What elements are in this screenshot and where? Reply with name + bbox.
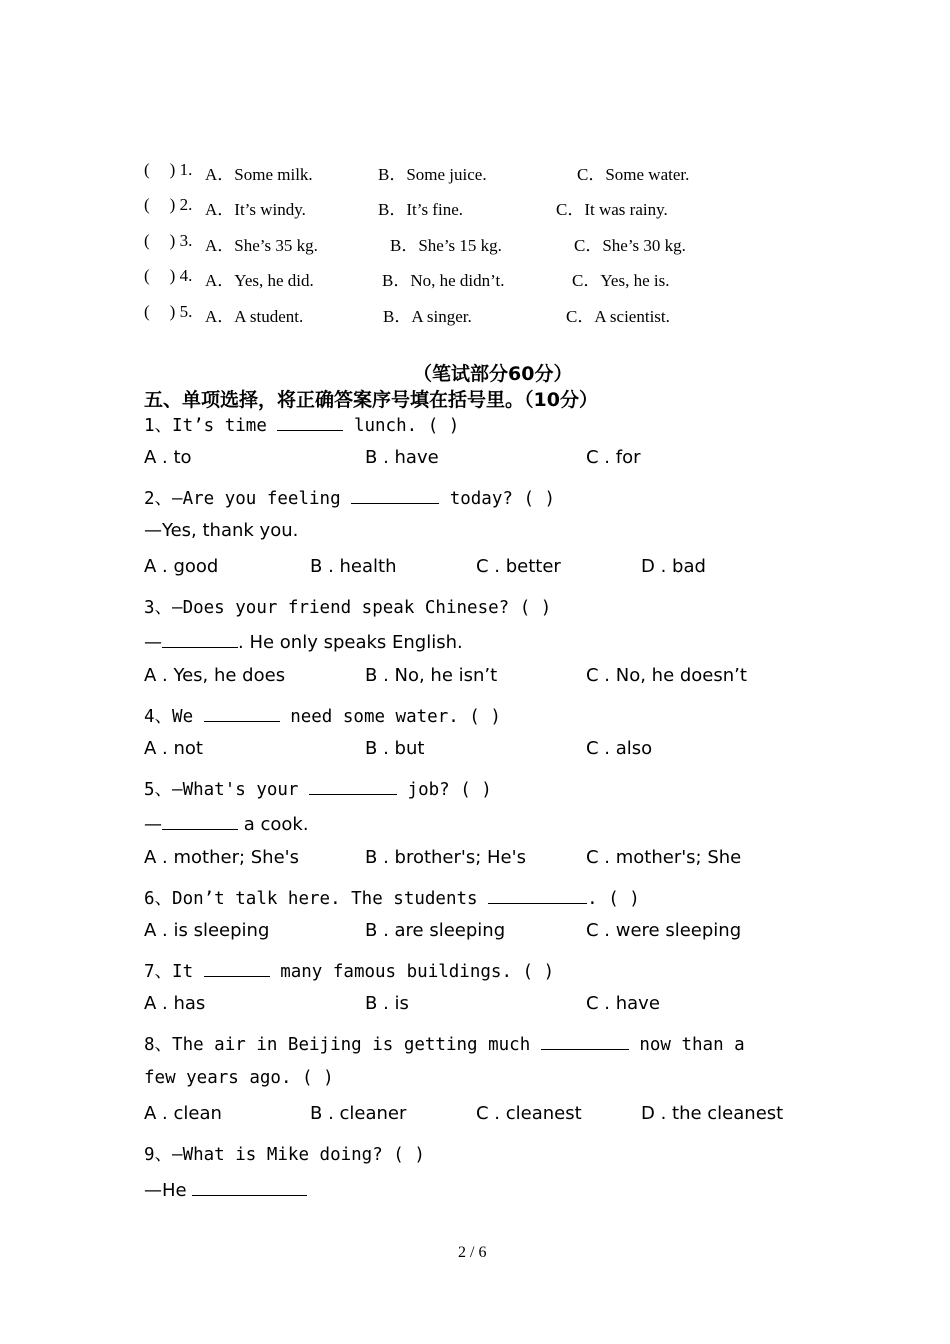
option-c: C . for [586, 447, 641, 468]
option-a: A . Yes, he does [144, 665, 286, 686]
option-a: A . mother; She's [144, 847, 299, 868]
question-8: 8、The air in Beijing is getting much now than a [144, 1031, 745, 1056]
option-b: B . have [365, 447, 439, 468]
option-b: B . is [365, 993, 409, 1014]
item-number: ) 2. [169, 195, 193, 214]
option-b: B . health [310, 556, 397, 577]
answer-paren: ( [144, 302, 150, 321]
answer-blank [309, 776, 397, 795]
option-c: C . better [476, 556, 561, 577]
answer-blank [204, 958, 270, 977]
option-a: A．Some milk. [205, 165, 313, 184]
question-1: 1、It’s time lunch. ( ) [144, 412, 459, 437]
option-b: B . No, he isn’t [365, 665, 498, 686]
question-7: 7、It many famous buildings. ( ) [144, 958, 554, 983]
answer-blank [162, 811, 238, 830]
reply-line: — . He only speaks English. [144, 629, 463, 653]
answer-blank [192, 1177, 307, 1196]
answer-blank [541, 1031, 629, 1050]
option-a: A . clean [144, 1103, 222, 1124]
answer-blank [204, 703, 280, 722]
listening-item-5 [144, 302, 192, 322]
listening-item-2 [144, 195, 192, 215]
question-2: 2、—Are you feeling today? ( ) [144, 485, 555, 510]
answer-blank [277, 412, 343, 431]
option-a: A . to [144, 447, 192, 468]
item-number: ) 3. [169, 231, 193, 250]
listening-item-3 [144, 231, 192, 251]
question-6: 6、Don’t talk here. The students . ( ) [144, 885, 640, 910]
reply-line: —He [144, 1177, 307, 1201]
question-8-continued: few years ago. ( ) [144, 1068, 334, 1088]
question-9: 9、—What is Mike doing? ( ) [144, 1145, 425, 1165]
question-5: 5、—What's your job? ( ) [144, 776, 492, 801]
question-4: 4、We need some water. ( ) [144, 703, 501, 728]
option-d: D . bad [641, 556, 706, 577]
option-c: C．It was rainy. [556, 200, 668, 219]
option-a: A．She’s 35 kg. [205, 236, 318, 255]
section-title: 五、单项选择，将正确答案序号填在括号里。（10分） [144, 389, 598, 411]
option-c: C . cleanest [476, 1103, 582, 1124]
option-b: B．A singer. [383, 307, 472, 326]
option-c: C．A scientist. [566, 307, 670, 326]
option-c: C . No, he doesn’t [586, 665, 747, 686]
option-b: B . cleaner [310, 1103, 407, 1124]
page-number: 2 / 6 [458, 1244, 487, 1261]
option-a: A . is sleeping [144, 920, 270, 941]
option-c: C . also [586, 738, 653, 759]
option-a: A . not [144, 738, 203, 759]
listening-item-1 [144, 160, 192, 180]
option-b: B．Some juice. [378, 165, 487, 184]
option-c: C．Yes, he is. [572, 271, 670, 290]
option-b: B . brother's; He's [365, 847, 526, 868]
answer-paren: ( [144, 231, 150, 250]
answer-blank [162, 629, 238, 648]
answer-paren: ( [144, 195, 150, 214]
question-3: 3、—Does your friend speak Chinese? ( ) [144, 598, 552, 618]
option-a: A . has [144, 993, 206, 1014]
answer-blank [488, 885, 587, 904]
option-c: C . mother's; She [586, 847, 742, 868]
option-c: C . were sleeping [586, 920, 742, 941]
reply-line: —Yes, thank you. [144, 520, 299, 541]
option-d: D . the cleanest [641, 1103, 784, 1124]
option-a: A．Yes, he did. [205, 271, 314, 290]
item-number: ) 4. [169, 266, 193, 285]
item-number: ) 1. [169, 160, 193, 179]
option-b: B．It’s fine. [378, 200, 463, 219]
option-c: C．She’s 30 kg. [574, 236, 686, 255]
option-a: A．It’s windy. [205, 200, 306, 219]
answer-paren: ( [144, 160, 150, 179]
answer-blank [351, 485, 439, 504]
option-b: B．She’s 15 kg. [390, 236, 502, 255]
option-a: A . good [144, 556, 219, 577]
option-b: B．No, he didn’t. [382, 271, 505, 290]
option-b: B . are sleeping [365, 920, 506, 941]
option-c: C．Some water. [577, 165, 690, 184]
option-c: C . have [586, 993, 660, 1014]
option-a: A．A student. [205, 307, 304, 326]
option-b: B . but [365, 738, 425, 759]
listening-item-4 [144, 266, 192, 286]
reply-line: — a cook. [144, 811, 309, 835]
answer-paren: ( [144, 266, 150, 285]
written-part-header: （笔试部分60分） [413, 363, 573, 385]
item-number: ) 5. [169, 302, 193, 321]
